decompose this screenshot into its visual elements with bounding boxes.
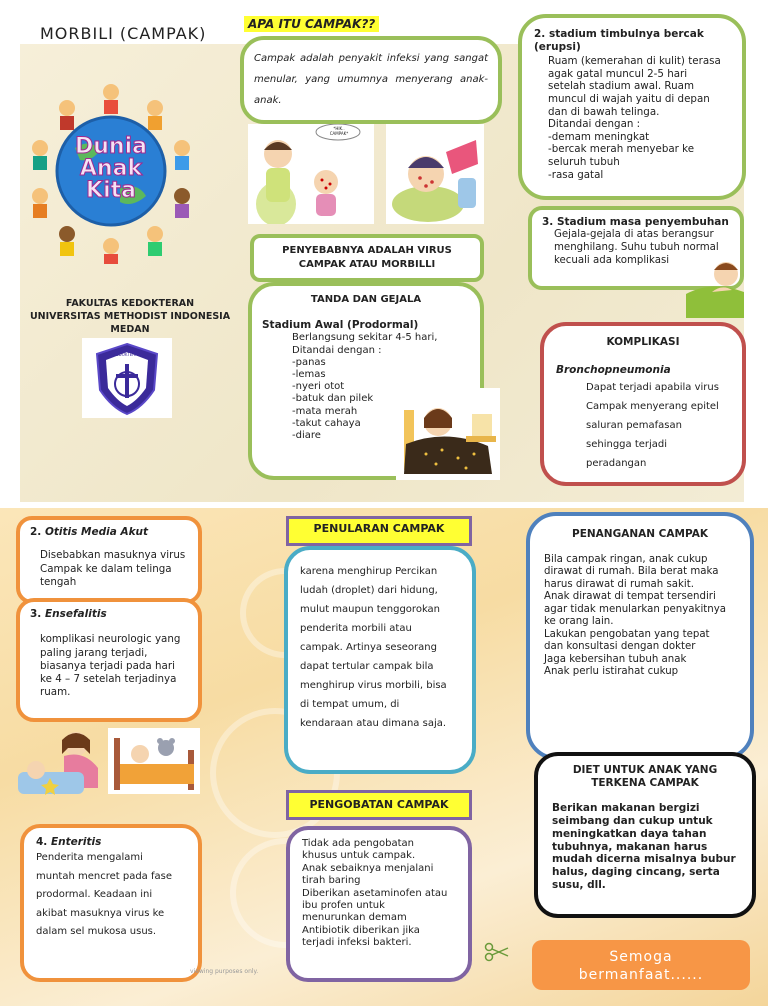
scissors-icon (484, 942, 510, 962)
komplikasi-heading: KOMPLIKASI (606, 336, 680, 348)
komplikasi-line: Campak menyerang epitel (586, 401, 719, 413)
penularan-box (284, 546, 476, 774)
erupsi-line: setelah stadium awal. Ruam (548, 80, 694, 93)
pengobatan-heading: PENGOBATAN CAMPAK (286, 790, 472, 820)
diet-line: Berikan makanan bergizi (552, 802, 700, 815)
ensefalitis-heading: Ensefalitis (44, 608, 107, 620)
stadium-erupsi-box (518, 14, 746, 200)
diet-line: seimbang dan cukup untuk (552, 815, 713, 828)
ensefalitis-box (16, 598, 202, 722)
ensefalitis-line: komplikasi neurologic yang (40, 633, 181, 646)
otitis-line: Campak ke dalam telinga (40, 562, 172, 575)
diet-line: susu, dll. (552, 879, 606, 892)
emblem-label: KEDOKTERAN (113, 352, 141, 357)
otitis-number: 2. (30, 526, 42, 538)
mother-child-illustration (248, 124, 374, 224)
komplikasi-line: saluran pemafasan (586, 420, 682, 432)
logo-word: Anak (79, 156, 143, 181)
enteritis-line: prodormal. Keadaan ini (36, 889, 153, 901)
diet-line: mudah dicerna misalnya bubur (552, 853, 736, 866)
penularan-line: mulut maupun tenggorokan (300, 604, 441, 615)
gejala-item: -panas (292, 356, 326, 368)
penanganan-line: Anak perlu istirahat cukup (544, 665, 679, 677)
pengobatan-line: Antibiotik diberikan jika (302, 924, 420, 936)
dunia-anak-kita-logo (20, 78, 202, 264)
page-title: MORBILI (CAMPAK) (40, 24, 207, 43)
pengobatan-line: khusus untuk campak. (302, 850, 416, 862)
speech-bubble-text: *HIK.. CAMPAK* (329, 126, 349, 136)
pengobatan-line: menurunkan demam (302, 912, 407, 924)
pengobatan-line: tirah baring (302, 875, 361, 887)
otitis-line: Disebabkan masuknya virus (40, 549, 186, 562)
penanganan-line: agar tidak menularkan penyakitnya (544, 603, 726, 615)
ensefalitis-line: ruam. (40, 686, 71, 699)
penanganan-line: Bila campak ringan, anak cukup (544, 554, 708, 565)
otitis-heading: Otitis Media Akut (44, 526, 149, 538)
enteritis-line: akibat masuknya virus ke (36, 907, 165, 919)
penyebab-box (250, 234, 484, 282)
apa-itu-heading: APA ITU CAMPAK?? (244, 16, 379, 32)
penanganan-line: dan konsultasi dengan dokter (544, 641, 696, 653)
erupsi-line: agak gatal muncul 2-5 hari (548, 67, 688, 80)
komplikasi-line: sehingga terjadi (586, 438, 668, 450)
institution-university: UNIVERSITAS METHODIST INDONESIA (29, 310, 231, 322)
diet-heading: DIET UNTUK ANAK YANG TERKENA CAMPAK (572, 764, 718, 790)
institution-city: MEDAN (110, 323, 150, 335)
otitis-box (16, 516, 202, 604)
penyebab-text: PENYEBABNYA ADALAH VIRUS CAMPAK ATAU MORBILLI (282, 245, 452, 270)
pengobatan-line: Tidak ada pengobatan (302, 838, 414, 849)
gejala-item: -nyeri otot (292, 381, 345, 393)
penularan-line: karena menghirup Percikan (300, 566, 438, 577)
otitis-line: tengah (40, 575, 77, 588)
gejala-item: -diare (292, 429, 321, 441)
pengobatan-line: Anak sebaiknya menjalani (302, 862, 434, 874)
erupsi-line: dan di bawah telinga. (548, 105, 660, 118)
erupsi-line: Ruam (kemerahan di kulit) terasa (548, 54, 721, 67)
penyembuhan-line: Gejala-gejala di atas berangsur (554, 229, 714, 241)
penanganan-line: Lakukan pengobatan yang tepat (544, 628, 710, 640)
penularan-line: dapat tertular campak bila (300, 661, 434, 672)
sick-child-pillow-illustration (386, 124, 484, 224)
institution-faculty: FAKULTAS KEDOKTERAN (65, 298, 195, 309)
erupsi-line: -bercak merah menyebar ke (548, 143, 695, 156)
penanganan-line: Jaga kebersihan tubuh anak (544, 653, 687, 665)
pengobatan-line: ibu profen untuk (302, 899, 385, 911)
stadium-awal-title: Stadium Awal (Prodormal) (262, 319, 419, 331)
closing-line: bermanfaat...... (578, 967, 704, 984)
penularan-line: ludah (droplet) dari hidung, (300, 585, 438, 596)
logo-word: Kita (86, 178, 136, 203)
footer-note: viewing purposes only. (190, 968, 259, 975)
resting-child-illustration (682, 254, 746, 320)
erupsi-line: Ditandai dengan : (548, 118, 641, 131)
komplikasi-line: peradangan (586, 457, 647, 469)
enteritis-line: muntah mencret pada fase (36, 870, 172, 882)
pengobatan-box (286, 826, 472, 982)
ensefalitis-line: paling jarang terjadi, (40, 646, 148, 659)
gejala-item: -batuk dan pilek (292, 393, 374, 405)
logo-word: Dunia (75, 134, 147, 159)
komplikasi-line: Dapat terjadi apabila virus (586, 382, 719, 394)
enteritis-heading: Enteritis (50, 836, 102, 848)
institution-block (20, 298, 240, 336)
penanganan-line: harus dirawat di rumah sakit. (544, 578, 694, 590)
erupsi-line: -rasa gatal (548, 168, 604, 181)
gejala-item: -mata merah (292, 405, 358, 417)
penularan-line: menghirup virus morbili, bisa (300, 680, 447, 691)
penularan-line: di tempat umum, di (300, 699, 400, 710)
penyembuhan-line: kecuali ada komplikasi (554, 254, 670, 266)
erupsi-line: seluruh tubuh (548, 156, 620, 169)
enteritis-line: dalam sel mukosa usus. (36, 926, 157, 938)
child-bed-teddy-illustration (108, 728, 200, 794)
gejala-item: -takut cahaya (292, 417, 361, 429)
ensefalitis-line: ke 4 – 7 setelah terjadinya (40, 672, 177, 685)
erupsi-line: -demam meningkat (548, 130, 650, 143)
tanda-gejala-heading: TANDA DAN GEJALA (310, 294, 422, 305)
tanda-line: Ditandai dengan : (292, 344, 382, 356)
enteritis-box (20, 824, 202, 982)
diet-line: halus, daging cincang, serta (552, 866, 720, 879)
ensefalitis-number: 3. (30, 608, 42, 620)
penularan-line: penderita morbili atau (300, 623, 412, 634)
closing-banner (532, 940, 750, 990)
gejala-item: -lemas (292, 369, 326, 380)
pengobatan-line: Diberikan asetaminofen atau (302, 887, 448, 899)
university-emblem (82, 338, 172, 418)
penanganan-line: Anak dirawat di tempat tersendiri (544, 591, 716, 603)
diet-line: meningkatkan daya tahan (552, 827, 707, 840)
enteritis-number: 4. (36, 836, 48, 848)
diet-line: tubuhnya, makanan harus (552, 840, 708, 853)
enteritis-line: Penderita mengalami (36, 852, 143, 864)
penanganan-heading: PENANGANAN CAMPAK (572, 528, 708, 540)
penularan-heading: PENULARAN CAMPAK (286, 516, 472, 546)
komplikasi-box (540, 322, 746, 486)
pengobatan-line: terjadi infeksi bakteri. (302, 937, 412, 949)
closing-line: Semoga (609, 949, 673, 965)
penularan-line: kendaraan atau dimana saja. (300, 718, 447, 729)
tanda-line: Berlangsung sekitar 4-5 hari, (292, 332, 438, 344)
stadium-penyembuhan-heading: 3. Stadium masa penyembuhan (542, 216, 729, 228)
komplikasi-item: Bronchopneumonia (556, 364, 671, 376)
diet-box (534, 752, 756, 918)
apa-itu-box (240, 36, 502, 124)
mother-caring-child-illustration (14, 728, 106, 798)
penyembuhan-line: menghilang. Suhu tubuh normal (554, 242, 719, 254)
child-in-bed-illustration (396, 388, 500, 480)
ensefalitis-line: biasanya terjadi pada hari (40, 659, 175, 672)
penanganan-line: dirawat di rumah. Bila berat maka (544, 566, 719, 578)
penanganan-box (526, 512, 754, 760)
penanganan-line: ke orang lain. (544, 616, 614, 628)
erupsi-line: muncul di wajah yaitu di depan (548, 92, 710, 105)
penularan-line: campak. Artinya seseorang (300, 642, 437, 653)
stadium-erupsi-heading: 2. stadium timbulnya bercak (erupsi) (534, 28, 704, 54)
apa-itu-text: Campak adalah penyakit infeksi yang sangat menular, yang umumnya menyerang anak-anak. (254, 53, 488, 106)
